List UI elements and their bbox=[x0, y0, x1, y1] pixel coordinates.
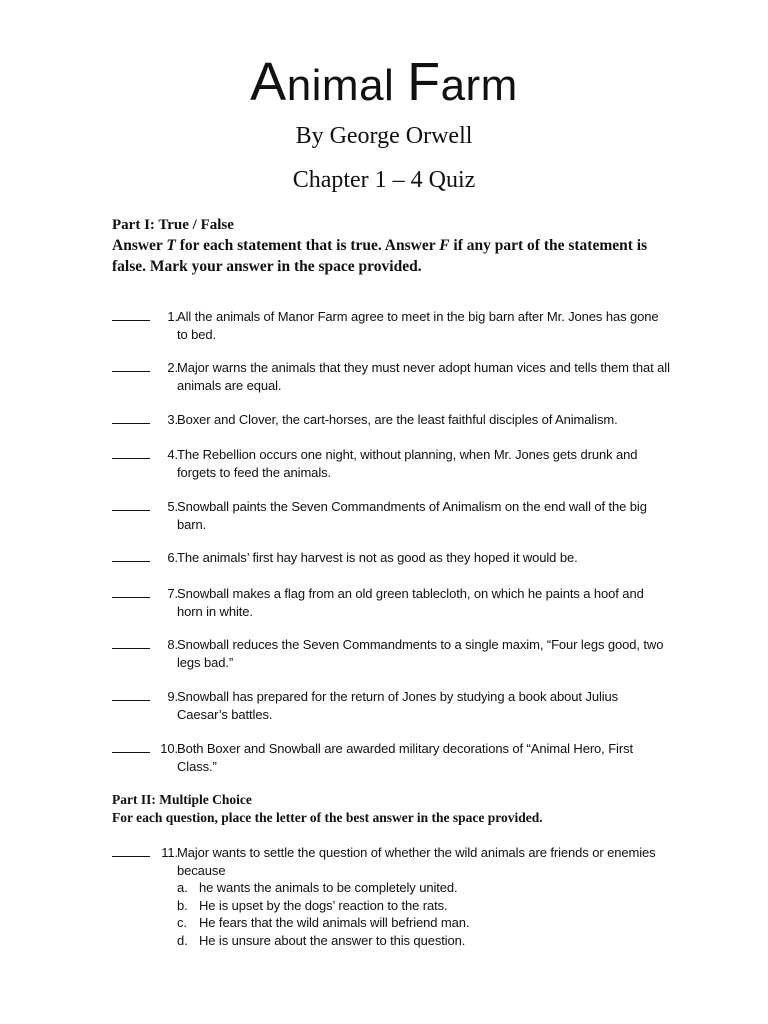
question-4 bbox=[112, 446, 672, 481]
question-number: 8. bbox=[167, 637, 178, 652]
instructions-text: Answer bbox=[112, 237, 167, 254]
title-part-2: arm bbox=[440, 61, 518, 110]
page-title bbox=[0, 52, 768, 116]
question-text: Snowball reduces the Seven Commandments to a single maxim, “Four legs good, two legs bad.” bbox=[177, 637, 664, 670]
question-text: The animals’ first hay harvest is not as good as they hoped it would be. bbox=[177, 550, 578, 565]
answer-blank[interactable] bbox=[112, 740, 150, 753]
part1-title: Part I: True / False bbox=[112, 217, 234, 233]
question-7 bbox=[112, 585, 672, 620]
option-d bbox=[177, 932, 672, 950]
option-letter: d. bbox=[177, 932, 188, 948]
part2-instructions: For each question, place the letter of the best answer in the space provided. bbox=[112, 810, 543, 825]
quiz-title: Chapter 1 – 4 Quiz bbox=[292, 167, 476, 193]
question-number: 3. bbox=[167, 412, 178, 427]
answer-options bbox=[177, 879, 672, 949]
question-number: 2. bbox=[167, 360, 178, 375]
question-text: Boxer and Clover, the cart-horses, are the least faithful disciples of Animalism. bbox=[177, 412, 618, 427]
instructions-text: for each statement that is true. Answer bbox=[175, 237, 440, 254]
part1-instructions bbox=[112, 235, 652, 277]
answer-blank[interactable] bbox=[112, 585, 150, 598]
question-6 bbox=[112, 549, 672, 567]
question-10 bbox=[112, 740, 672, 775]
question-number: 1. bbox=[167, 309, 178, 324]
question-5 bbox=[112, 498, 672, 533]
question-text: All the animals of Manor Farm agree to meet in the big barn after Mr. Jones has gone to bed. bbox=[177, 309, 659, 342]
option-text: He is unsure about the answer to this question. bbox=[199, 932, 466, 948]
question-text: The Rebellion occurs one night, without planning, when Mr. Jones gets drunk and forgets to feed the animals. bbox=[177, 447, 638, 480]
question-11 bbox=[112, 844, 672, 949]
question-number: 6. bbox=[167, 550, 178, 565]
answer-blank[interactable] bbox=[112, 549, 150, 562]
instructions-t: T bbox=[166, 237, 176, 254]
option-a bbox=[177, 879, 672, 897]
question-text: Both Boxer and Snowball are awarded military decorations of “Animal Hero, First Class.” bbox=[177, 741, 633, 774]
question-text: Major warns the animals that they must never adopt human vices and tells them that all animals are equal. bbox=[177, 360, 670, 393]
instructions-f: F bbox=[439, 237, 450, 254]
author-byline: By George Orwell bbox=[295, 123, 473, 149]
title-part-1: nimal bbox=[286, 61, 408, 110]
question-3 bbox=[112, 411, 672, 429]
answer-blank[interactable] bbox=[112, 308, 150, 321]
question-number: 10. bbox=[160, 741, 178, 756]
part2-title: Part II: Multiple Choice bbox=[112, 792, 252, 807]
question-8 bbox=[112, 636, 672, 671]
question-number: 5. bbox=[167, 499, 178, 514]
option-b bbox=[177, 897, 672, 915]
question-2 bbox=[112, 359, 672, 394]
answer-blank[interactable] bbox=[112, 359, 150, 372]
question-9 bbox=[112, 688, 672, 723]
title-cap-f: F bbox=[407, 52, 441, 112]
question-number: 7. bbox=[167, 586, 178, 601]
answer-blank[interactable] bbox=[112, 688, 150, 701]
question-number: 4. bbox=[167, 447, 178, 462]
option-text: He fears that the wild animals will befriend man. bbox=[199, 915, 470, 930]
option-text: He is upset by the dogs’ reaction to the rats. bbox=[199, 897, 448, 913]
option-letter: c. bbox=[177, 915, 187, 930]
answer-blank[interactable] bbox=[112, 446, 150, 459]
question-text: Major wants to settle the question of whether the wild animals are friends or enemies because bbox=[177, 845, 656, 878]
answer-blank[interactable] bbox=[112, 498, 150, 511]
answer-blank[interactable] bbox=[112, 411, 150, 424]
question-number: 9. bbox=[167, 689, 178, 704]
answer-blank[interactable] bbox=[112, 844, 150, 857]
option-letter: b. bbox=[177, 897, 188, 913]
answer-blank[interactable] bbox=[112, 636, 150, 649]
instructions-text: if any part of the statement is false. Mark your answer in the space provided. bbox=[112, 237, 648, 275]
question-text: Snowball has prepared for the return of Jones by studying a book about Julius Caesar’s battles. bbox=[177, 689, 619, 722]
option-c bbox=[177, 914, 672, 932]
question-text: Snowball makes a flag from an old green tablecloth, on which he paints a hoof and horn in white. bbox=[177, 586, 644, 619]
option-text: he wants the animals to be completely united. bbox=[199, 880, 458, 895]
question-1 bbox=[112, 308, 672, 343]
title-cap-a: A bbox=[250, 52, 287, 112]
option-letter: a. bbox=[177, 880, 188, 895]
question-text: Snowball paints the Seven Commandments of Animalism on the end wall of the big barn. bbox=[177, 499, 647, 532]
question-number: 11. bbox=[161, 845, 178, 860]
